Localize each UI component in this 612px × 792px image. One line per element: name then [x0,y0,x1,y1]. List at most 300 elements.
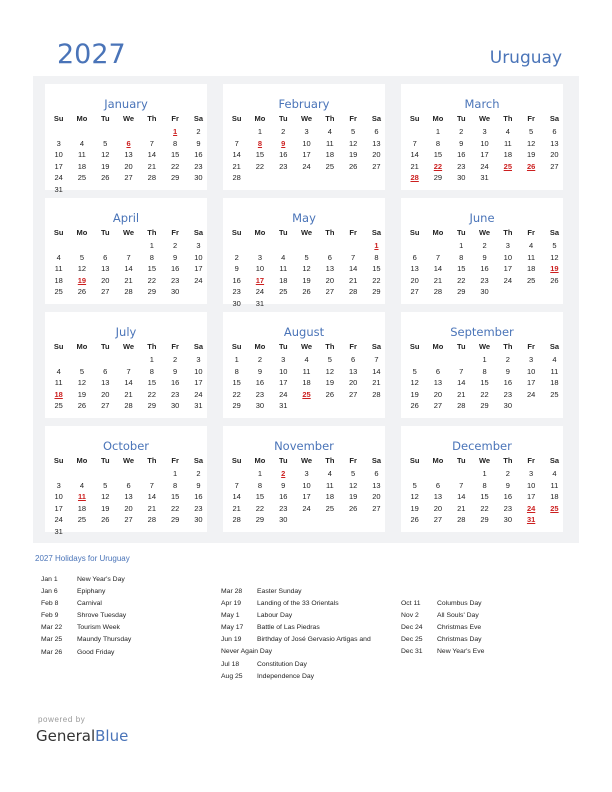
day-cell: 20 [101,275,110,285]
empty-day [94,240,117,252]
day-cell: 25 [325,503,334,513]
day-cell: 16 [170,264,180,274]
day-cell: 2 [196,469,201,478]
empty-day [519,172,542,184]
holiday-row [401,610,484,622]
day-cell: 5 [327,355,332,364]
day-cell: 6 [435,366,441,376]
empty-day [318,514,341,526]
week-row [47,286,209,298]
day-cell: 19 [325,378,334,388]
empty-day [426,468,449,480]
month-september [401,312,563,418]
day-cell: 17 [480,150,489,160]
empty-day [140,526,163,538]
weekday-label: Fr [527,342,535,351]
week-row [403,161,565,173]
day-cell: 20 [372,150,381,160]
empty-day [117,126,140,138]
day-cell: 15 [480,492,489,502]
holiday-date: Mar 22 [41,624,63,632]
weekday-label: Mo [254,456,266,465]
day-cell: 15 [170,150,180,160]
day-cell: 22 [480,389,489,399]
week-row [225,377,387,389]
empty-day [365,514,388,526]
weekday-label: Tu [456,114,466,123]
day-cell: 31 [279,401,288,411]
holiday-name: Constitution Day [257,660,307,668]
day-cell: 16 [170,378,180,388]
day-cell: 20 [101,389,110,399]
day-cell: 22 [147,389,156,399]
day-cell: 4 [327,469,332,478]
day-cell: 15 [232,378,241,388]
month-name: May [292,211,316,225]
holiday-day-cell: 17 [255,275,265,285]
weekday-header [403,228,565,237]
day-cell: 8 [149,252,154,262]
empty-day [403,468,426,480]
day-cell: 11 [527,252,536,262]
weekday-label: We [300,114,313,123]
day-cell: 22 [232,389,241,399]
holiday-day-cell: 8 [257,138,263,148]
empty-day [272,240,295,252]
day-cell: 1 [482,469,487,478]
week-row [47,526,209,538]
day-cell: 18 [503,150,512,160]
day-cell: 22 [170,161,180,171]
empty-day [163,184,186,196]
week-row [225,480,387,492]
weekday-label: We [478,114,491,123]
powered-by-text: powered by [38,715,86,724]
day-cell: 30 [480,287,489,297]
day-cell: 21 [457,389,466,399]
day-cell: 29 [480,401,489,411]
week-row [403,286,565,298]
day-cell: 29 [480,515,489,525]
month-february [223,84,385,190]
week-row [47,184,209,196]
empty-day [365,400,388,412]
weekday-label: Th [503,228,513,237]
day-cell: 23 [503,389,512,399]
week-row [47,491,209,503]
day-cell: 2 [257,355,263,364]
holiday-date: Nov 2 [401,612,419,620]
weekday-label: Sa [193,342,204,351]
holiday-row [41,574,131,586]
holiday-row [221,586,371,598]
day-cell: 16 [194,150,203,160]
weekday-label: Th [503,456,513,465]
day-cell: 2 [234,252,239,262]
weekday-label: Sa [549,342,560,351]
day-cell: 9 [173,366,178,376]
month-july [45,312,207,418]
month-june [401,198,563,304]
holiday-date: May 17 [221,624,244,632]
day-cell: 16 [503,378,512,388]
day-cell: 12 [302,264,311,274]
day-cell: 1 [149,241,154,250]
day-cell: 4 [552,355,557,364]
weekday-label: Mo [254,114,266,123]
day-cell: 10 [480,138,489,148]
week-row [47,275,209,287]
day-cell: 11 [325,480,334,490]
day-cell: 4 [552,469,557,478]
weekday-label: Su [409,456,420,465]
day-cell: 17 [194,378,203,388]
day-cell: 25 [77,173,87,183]
day-cell: 12 [348,480,358,490]
holiday-name: Christmas Eve [437,624,482,632]
empty-day [70,468,93,480]
day-cell: 21 [372,378,381,388]
week-row [403,366,565,378]
week-row [47,252,209,264]
day-cell: 21 [124,389,133,399]
holiday-day-cell: 22 [433,161,443,171]
empty-day [117,354,140,366]
day-cell: 10 [194,366,203,376]
day-cell: 5 [103,138,108,148]
weekday-label: We [478,456,491,465]
day-cell: 9 [257,366,263,376]
holiday-name: Carnival [77,600,102,608]
week-row [47,149,209,161]
day-cell: 23 [279,503,288,513]
holiday-row [221,598,371,610]
day-cell: 18 [54,275,63,285]
day-cell: 25 [325,161,334,171]
day-cell: 9 [281,480,286,490]
day-cell: 26 [550,275,559,285]
empty-day [140,184,163,196]
day-cell: 11 [302,366,311,376]
week-row [403,491,565,503]
day-cell: 14 [372,366,381,376]
day-cell: 2 [482,241,487,250]
day-cell: 24 [526,389,536,399]
day-cell: 13 [348,366,358,376]
day-cell: 27 [550,161,559,171]
empty-day [248,172,271,184]
holiday-row [221,610,371,622]
empty-day [365,172,388,184]
day-cell: 8 [173,480,178,490]
week-row [403,480,565,492]
holiday-day-cell: 11 [77,492,86,502]
empty-day [47,126,70,138]
day-cell: 10 [526,366,536,376]
day-cell: 22 [480,503,489,513]
day-cell: 8 [173,138,178,148]
day-cell: 30 [457,173,466,183]
day-cell: 5 [552,241,557,250]
day-cell: 31 [480,173,489,183]
week-row [225,240,387,252]
calendar-grid [33,76,579,543]
day-cell: 7 [126,252,131,262]
day-cell: 6 [327,252,332,262]
day-cell: 7 [149,138,154,148]
holiday-column [221,586,371,683]
day-cell: 15 [480,378,489,388]
holiday-date: Jun 19 [221,636,242,644]
empty-day [117,240,140,252]
day-cell: 29 [372,287,381,297]
day-cell: 17 [194,264,203,274]
weekday-label: Th [325,342,335,351]
holiday-date: Aug 25 [221,672,243,680]
holiday-date: Jan 6 [41,588,58,596]
empty-day [519,400,542,412]
holiday-name: Landing of the 33 Orientals [257,600,339,608]
weekday-label: Th [147,228,157,237]
empty-day [341,240,364,252]
day-cell: 3 [529,355,534,364]
day-cell: 28 [124,287,133,297]
month-name: February [278,97,330,111]
day-cell: 1 [257,127,263,136]
day-cell: 26 [101,515,110,525]
brand-logo[interactable] [36,727,128,745]
holiday-day-cell: 25 [503,161,512,171]
day-cell: 29 [457,287,466,297]
week-row [403,138,565,150]
weekday-label: Fr [527,456,535,465]
day-cell: 6 [351,355,356,364]
day-cell: 24 [302,161,311,171]
day-cell: 6 [103,252,108,262]
month-august [223,312,385,418]
holiday-date: May 1 [221,612,240,620]
holiday-day-cell: 18 [54,389,63,399]
month-name: January [104,97,148,111]
month-april [45,198,207,304]
empty-day [295,172,318,184]
empty-day [47,240,70,252]
week-row [47,161,209,173]
holiday-row [401,598,484,610]
empty-day [295,514,318,526]
weekday-label: Su [53,456,64,465]
weekday-label: Th [147,456,157,465]
week-row [225,275,387,287]
weekday-label: Sa [371,114,382,123]
weekday-label: Su [409,342,420,351]
day-cell: 10 [279,366,288,376]
day-cell: 25 [279,287,288,297]
weekday-label: Th [325,456,335,465]
month-january [45,84,207,194]
day-cell: 9 [459,138,464,148]
brand-general: General [36,727,96,745]
weekday-label: Sa [193,456,204,465]
month-december [401,426,563,532]
day-cell: 29 [232,401,241,411]
day-cell: 4 [281,252,286,262]
day-cell: 27 [101,287,110,297]
day-cell: 13 [372,480,381,490]
day-cell: 8 [149,366,154,376]
holiday-date: Mar 26 [41,648,63,656]
week-row [47,389,209,401]
holiday-day-cell: 19 [550,264,559,274]
day-cell: 24 [302,503,311,513]
weekday-label: We [122,114,135,123]
day-cell: 11 [325,138,334,148]
week-row [403,377,565,389]
week-row [47,377,209,389]
day-cell: 24 [194,275,203,285]
day-cell: 31 [255,299,265,308]
day-cell: 28 [433,287,443,297]
day-cell: 10 [54,492,63,502]
weekday-label: Su [53,228,64,237]
holiday-day-cell: 24 [526,503,536,513]
weekday-label: Th [503,342,513,351]
week-row [47,172,209,184]
day-cell: 11 [550,366,559,376]
weekday-label: Su [409,228,420,237]
holiday-row [41,622,131,634]
day-cell: 30 [194,515,203,525]
day-cell: 1 [257,469,263,478]
weekday-label: Tu [278,114,288,123]
day-cell: 6 [552,127,557,136]
empty-day [70,240,93,252]
day-cell: 29 [147,401,156,411]
empty-day [94,354,117,366]
holiday-column [401,598,484,658]
day-cell: 12 [550,252,559,262]
day-cell: 19 [410,503,419,513]
day-cell: 19 [77,389,87,399]
holiday-name: New Year's Eve [437,648,485,656]
weekday-header [225,456,387,465]
weekday-label: Su [53,114,64,123]
week-row [225,286,387,298]
day-cell: 5 [529,127,534,136]
holiday-name: New Year's Day [77,576,125,583]
week-row [225,126,387,138]
day-cell: 1 [149,355,154,364]
holiday-name: Columbus Day [437,600,482,607]
day-cell: 1 [173,469,178,478]
day-cell: 22 [255,503,265,513]
day-cell: 13 [433,378,443,388]
day-cell: 17 [302,150,311,160]
weekday-header [403,114,565,123]
empty-day [295,298,318,310]
week-row [225,468,387,480]
weekday-label: Sa [371,228,382,237]
weekday-label: Su [231,456,242,465]
week-row [225,172,387,184]
day-cell: 13 [124,492,133,502]
day-cell: 15 [255,492,265,502]
day-cell: 20 [372,492,381,502]
weekday-label: Mo [254,342,266,351]
day-cell: 30 [279,515,288,525]
day-cell: 10 [302,138,311,148]
day-cell: 4 [327,127,332,136]
week-row [47,354,209,366]
day-cell: 21 [433,275,443,285]
day-cell: 2 [505,355,510,364]
holiday-name: Easter Sunday [257,588,302,595]
day-cell: 13 [101,264,110,274]
empty-day [450,354,473,366]
day-cell: 12 [77,264,87,274]
day-cell: 14 [147,492,156,502]
day-cell: 8 [482,480,487,490]
empty-day [318,172,341,184]
day-cell: 22 [255,161,265,171]
day-cell: 28 [124,401,133,411]
day-cell: 2 [281,127,286,136]
day-cell: 4 [505,127,510,136]
weekday-header [403,456,565,465]
day-cell: 2 [459,127,464,136]
day-cell: 3 [304,127,309,136]
weekday-label: Th [325,228,335,237]
month-name: April [112,211,140,225]
empty-day [225,240,248,252]
weekday-label: We [300,456,313,465]
month-may [223,198,385,308]
week-row [403,514,565,526]
day-cell: 7 [234,138,239,148]
day-cell: 26 [325,389,334,399]
day-cell: 1 [459,241,464,250]
day-cell: 16 [255,378,265,388]
day-cell: 1 [435,127,441,136]
week-row [225,252,387,264]
day-cell: 28 [232,515,241,525]
empty-day [341,514,364,526]
holiday-row [221,671,371,683]
day-cell: 20 [550,150,559,160]
weekday-label: Fr [171,456,179,465]
day-cell: 26 [348,503,358,513]
empty-day [341,298,364,310]
empty-day [70,126,93,138]
day-cell: 7 [412,138,417,148]
empty-day [426,240,449,252]
day-cell: 7 [126,366,131,376]
day-cell: 16 [279,150,288,160]
day-cell: 20 [325,275,334,285]
day-cell: 30 [255,401,265,411]
month-name: July [115,325,137,339]
month-name: November [274,439,334,453]
day-cell: 10 [194,252,203,262]
day-cell: 12 [101,150,110,160]
weekday-label: Sa [549,228,560,237]
day-cell: 18 [550,378,559,388]
day-cell: 11 [503,138,512,148]
week-row [225,149,387,161]
holiday-row [401,634,484,646]
day-cell: 19 [526,150,536,160]
holiday-date: Dec 31 [401,648,423,656]
